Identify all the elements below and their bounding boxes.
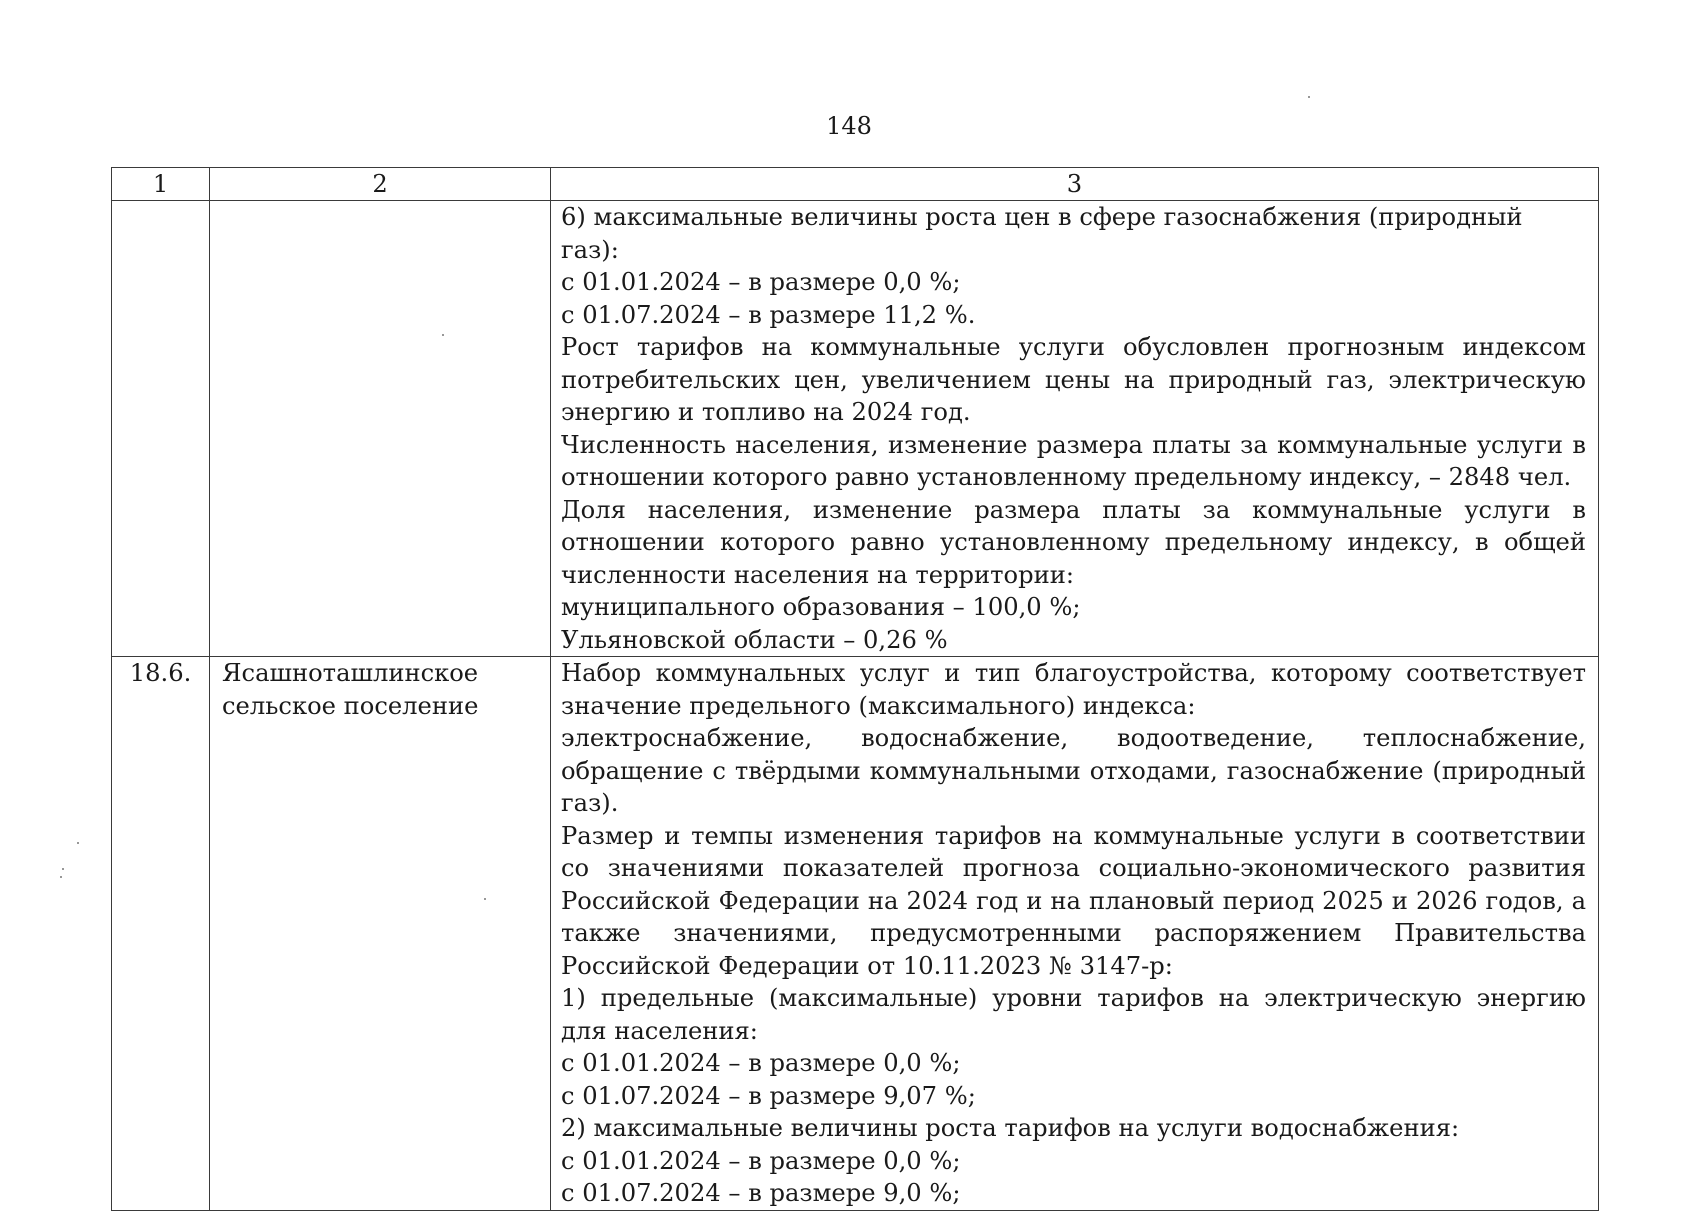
header-cell-2: 2 [210, 168, 551, 201]
paragraph: Набор коммунальных услуг и тип благоустройства, которому соответствует значение предельного (максимального) индекса: [561, 659, 1586, 720]
description-cell [551, 657, 1599, 1211]
row-number-cell [112, 201, 210, 657]
paragraph: 2) максимальные величины роста тарифов на услуги водоснабжения: [561, 1114, 1460, 1142]
page-number: 148 [826, 112, 872, 140]
paragraph: 6) максимальные величины роста цен в сфере газоснабжения (природный газ): [561, 203, 1523, 264]
scan-speck [442, 334, 444, 336]
scan-speck [62, 868, 64, 870]
table-row [112, 657, 1599, 1211]
paragraph: с 01.01.2024 – в размере 0,0 %; [561, 268, 961, 296]
scan-speck [1308, 96, 1310, 98]
paragraph: с 01.07.2024 – в размере 11,2 %. [561, 300, 976, 329]
scan-speck [484, 898, 486, 900]
paragraph: муниципального образования – 100,0 %; [561, 593, 1081, 621]
paragraph: Ульяновской области – 0,26 % [561, 625, 948, 654]
document-table [111, 167, 1599, 1211]
settlement-name-cell [210, 201, 551, 657]
description-cell [551, 201, 1599, 657]
paragraph: с 01.07.2024 – в размере 9,0 %; [561, 1179, 961, 1207]
settlement-name-line: сельское поселение [222, 691, 479, 720]
paragraph: с 01.01.2024 – в размере 0,0 %; [561, 1146, 961, 1175]
paragraph: 1) предельные (максимальные) уровни тарифов на электрическую энергию для населения: [561, 984, 1586, 1045]
header-cell-1: 1 [112, 168, 210, 201]
row-number-cell: 18.6. [112, 657, 210, 1211]
settlement-name-cell [210, 657, 551, 1211]
header-cell-3: 3 [551, 168, 1599, 201]
paragraph: с 01.01.2024 – в размере 0,0 %; [561, 1049, 961, 1077]
paragraph: электроснабжение, водоснабжение, водоотведение, теплоснабжение, обращение с твёрдыми коммунальными отходами, газоснабжение (природный газ). [561, 724, 1586, 817]
paragraph: Рост тарифов на коммунальные услуги обусловлен прогнозным индексом потребительских цен, увеличением цены на природный газ, электрическую энергию и топливо на 2024 год. [561, 333, 1586, 426]
paragraph: Размер и темпы изменения тарифов на коммунальные услуги в соответствии со значениями показателей прогноза социально-экономического развития Российской Федерации на 2024 год и на плановый период 2025 и 2026 годов, а также значениями, предусмотренными распоряжением Правительства Российской Федерации от 10.11.2023 № 3147-р: [561, 821, 1586, 980]
paragraph: Доля населения, изменение размера платы за коммунальные услуги в отношении которого равно установленному предельному индексу, в общей численности населения на территории: [561, 495, 1586, 589]
scan-speck [77, 842, 79, 844]
settlement-name-line: Ясашноташлинское [222, 659, 479, 687]
scan-speck [60, 876, 62, 878]
paragraph: с 01.07.2024 – в размере 9,07 %; [561, 1081, 976, 1110]
paragraph: Численность населения, изменение размера платы за коммунальные услуги в отношении которого равно установленному предельному индексу, – 2848 чел. [561, 430, 1586, 491]
table-header-row [112, 168, 1599, 201]
table-row [112, 201, 1599, 657]
